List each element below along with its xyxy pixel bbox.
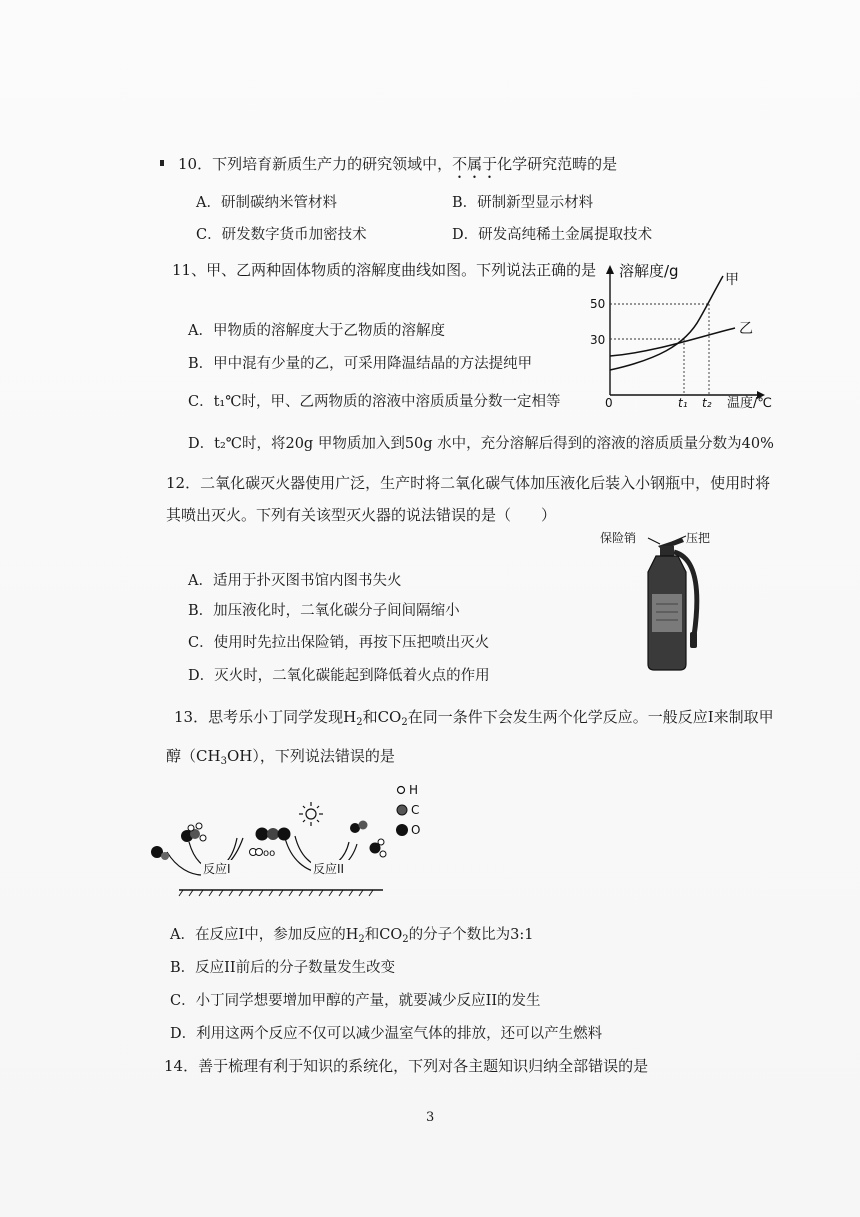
question-13-option-a	[170, 925, 533, 950]
question-11-option-c: C．t₁℃时，甲、乙两物质的溶液中溶质质量分数一定相等	[188, 394, 561, 410]
legend-c-label: C	[411, 803, 420, 817]
h2o-molecule-icon	[380, 851, 386, 857]
question-13-option-c: C．小丁同学想要增加甲醇的产量，就要减少反应II的发生	[170, 993, 541, 1009]
question-10-stem-prefix: 10．下列培育新质生产力的研究领域中，	[178, 155, 453, 173]
question-13-part-3: 在同一条件下会发生两个化学反应。一般反应I来制取甲	[407, 708, 774, 726]
h2o-molecule-icon	[378, 839, 384, 845]
question-13-part-4: 醇（	[166, 747, 197, 765]
question-10-emphasis: 不属于	[452, 155, 498, 173]
question-13-option-d: D．利用这两个反应不仅可以减少温室气体的排放，还可以产生燃料	[170, 1026, 603, 1042]
question-14-stem: 14．善于梳理有利于知识的系统化，下列对各主题知识归纳全部错误的是	[164, 1057, 649, 1075]
pin-leader	[648, 538, 660, 544]
page-number: 3	[426, 1110, 435, 1125]
hydrogen-atom-icon	[188, 825, 194, 831]
reaction-2-label: 反应II	[313, 862, 345, 876]
series-label-yi: 乙	[739, 321, 753, 337]
question-13-option-a-part-2: 和	[364, 927, 380, 943]
origin-label: 0	[605, 396, 613, 410]
reaction-diagram	[145, 778, 445, 898]
question-13-methanol-b: OH	[226, 747, 253, 765]
x-tick-t1: t₁	[678, 396, 688, 410]
y-tick-30: 30	[590, 333, 606, 347]
h2-marker-text: oo	[263, 848, 276, 859]
question-13-part-2: 和	[362, 708, 378, 726]
label-safety-pin: 保险销	[600, 531, 637, 545]
series-label-jia: 甲	[725, 272, 739, 288]
reaction-1-label: 反应I	[203, 862, 231, 876]
co2-center-icon	[256, 828, 269, 841]
y-axis-label: 溶解度/g	[619, 262, 679, 280]
question-10-option-c: C．研发数字货币加密技术	[196, 227, 367, 243]
question-13-part-1: 13．思考乐小丁同学发现	[174, 708, 344, 726]
sun-icon	[299, 802, 323, 826]
scan-mark	[160, 160, 164, 166]
question-13-option-b: B．反应II前后的分子数量发生改变	[170, 960, 396, 976]
question-11-option-d: D．t₂℃时，将20g 甲物质加入到50g 水中，充分溶解后得到的溶液的溶质质量分数为40%	[188, 436, 774, 452]
question-10-option-d: D．研发高纯稀土金属提取技术	[452, 227, 653, 243]
co2-molecule-icon	[161, 852, 169, 860]
question-13-option-a-part-1: A．在反应I中，参加反应的	[170, 927, 346, 943]
legend-h-label: H	[409, 783, 419, 797]
curve-jia	[610, 276, 723, 370]
question-13-part-5: ），下列说法错误的是	[252, 747, 395, 765]
question-10-option-b: B．研制新型显示材料	[452, 195, 594, 211]
co2-center-icon	[267, 828, 279, 840]
question-11-stem: 11、甲、乙两种固体物质的溶解度曲线如图。下列说法正确的是	[172, 261, 597, 279]
surface-hatching	[179, 890, 373, 896]
question-13-h2-subscript: 2	[356, 717, 363, 728]
question-13-methanol-subscript: 3	[220, 756, 227, 767]
question-10	[178, 153, 617, 182]
legend-o-label: O	[411, 823, 421, 837]
x-axis-label: 温度/℃	[727, 396, 772, 410]
co2-center-icon	[278, 828, 291, 841]
valve-icon	[660, 546, 674, 556]
question-13-option-a-h-sub: 2	[358, 934, 365, 945]
legend-h-atom	[398, 787, 405, 794]
question-12-option-c: C．使用时先拉出保险销，再按下压把喷出灭火	[188, 635, 490, 651]
hydrogen-atom-icon	[200, 835, 206, 841]
question-13-co2-symbol: CO	[377, 708, 402, 726]
label-press-handle: 压把	[686, 531, 711, 545]
solubility-curve-chart	[585, 260, 785, 410]
question-13-methanol-a: CH	[196, 747, 221, 765]
question-13-option-a-co-sub: 2	[402, 934, 409, 945]
cylinder-label-panel	[652, 594, 682, 632]
question-13-option-a-part-3: 的分子个数比为3:1	[408, 927, 534, 943]
question-12-option-d: D．灭火时，二氧化碳能起到降低着火点的作用	[188, 668, 490, 684]
legend-c-atom	[397, 805, 407, 815]
question-11-option-a: A．甲物质的溶解度大于乙物质的溶解度	[188, 323, 445, 339]
y-tick-50: 50	[590, 297, 606, 311]
question-13-co2-subscript: 2	[401, 717, 408, 728]
question-13-stem-line1	[174, 706, 774, 734]
question-12-option-b: B．加压液化时，二氧化碳分子间间隔缩小	[188, 603, 460, 619]
nozzle-icon	[690, 632, 697, 648]
question-13-option-a-co: CO	[379, 927, 403, 943]
y-axis-arrow	[606, 265, 614, 274]
legend-o-atom	[396, 824, 408, 836]
x-tick-t2: t₂	[702, 396, 712, 410]
co-molecule-icon	[359, 821, 368, 830]
question-10-option-a: A．研制碳纳米管材料	[196, 195, 337, 211]
question-12-stem-line1: 12．二氧化碳灭火器使用广泛，生产时将二氧化碳气体加压液化后装入小钢瓶中，使用时将	[166, 474, 771, 492]
question-12-option-a: A．适用于扑灭图书馆内图书失火	[188, 573, 402, 589]
question-13-option-a-h: H	[345, 927, 359, 943]
extinguisher-figure	[600, 524, 750, 674]
question-13-h2-symbol: H	[343, 708, 357, 726]
question-13-stem-line2	[166, 745, 395, 773]
co-molecule-icon	[350, 823, 360, 833]
question-10-stem-suffix: 化学研究范畴的是	[497, 155, 618, 173]
question-12-stem-line2: 其喷出灭火。下列有关该型灭火器的说法错误的是（ ）	[166, 506, 557, 524]
hydrogen-atom-icon	[196, 823, 202, 829]
h2-molecule-icon	[256, 849, 263, 856]
curve-yi	[610, 328, 735, 356]
question-11-option-b: B．甲中混有少量的乙，可采用降温结晶的方法提纯甲	[188, 356, 533, 372]
